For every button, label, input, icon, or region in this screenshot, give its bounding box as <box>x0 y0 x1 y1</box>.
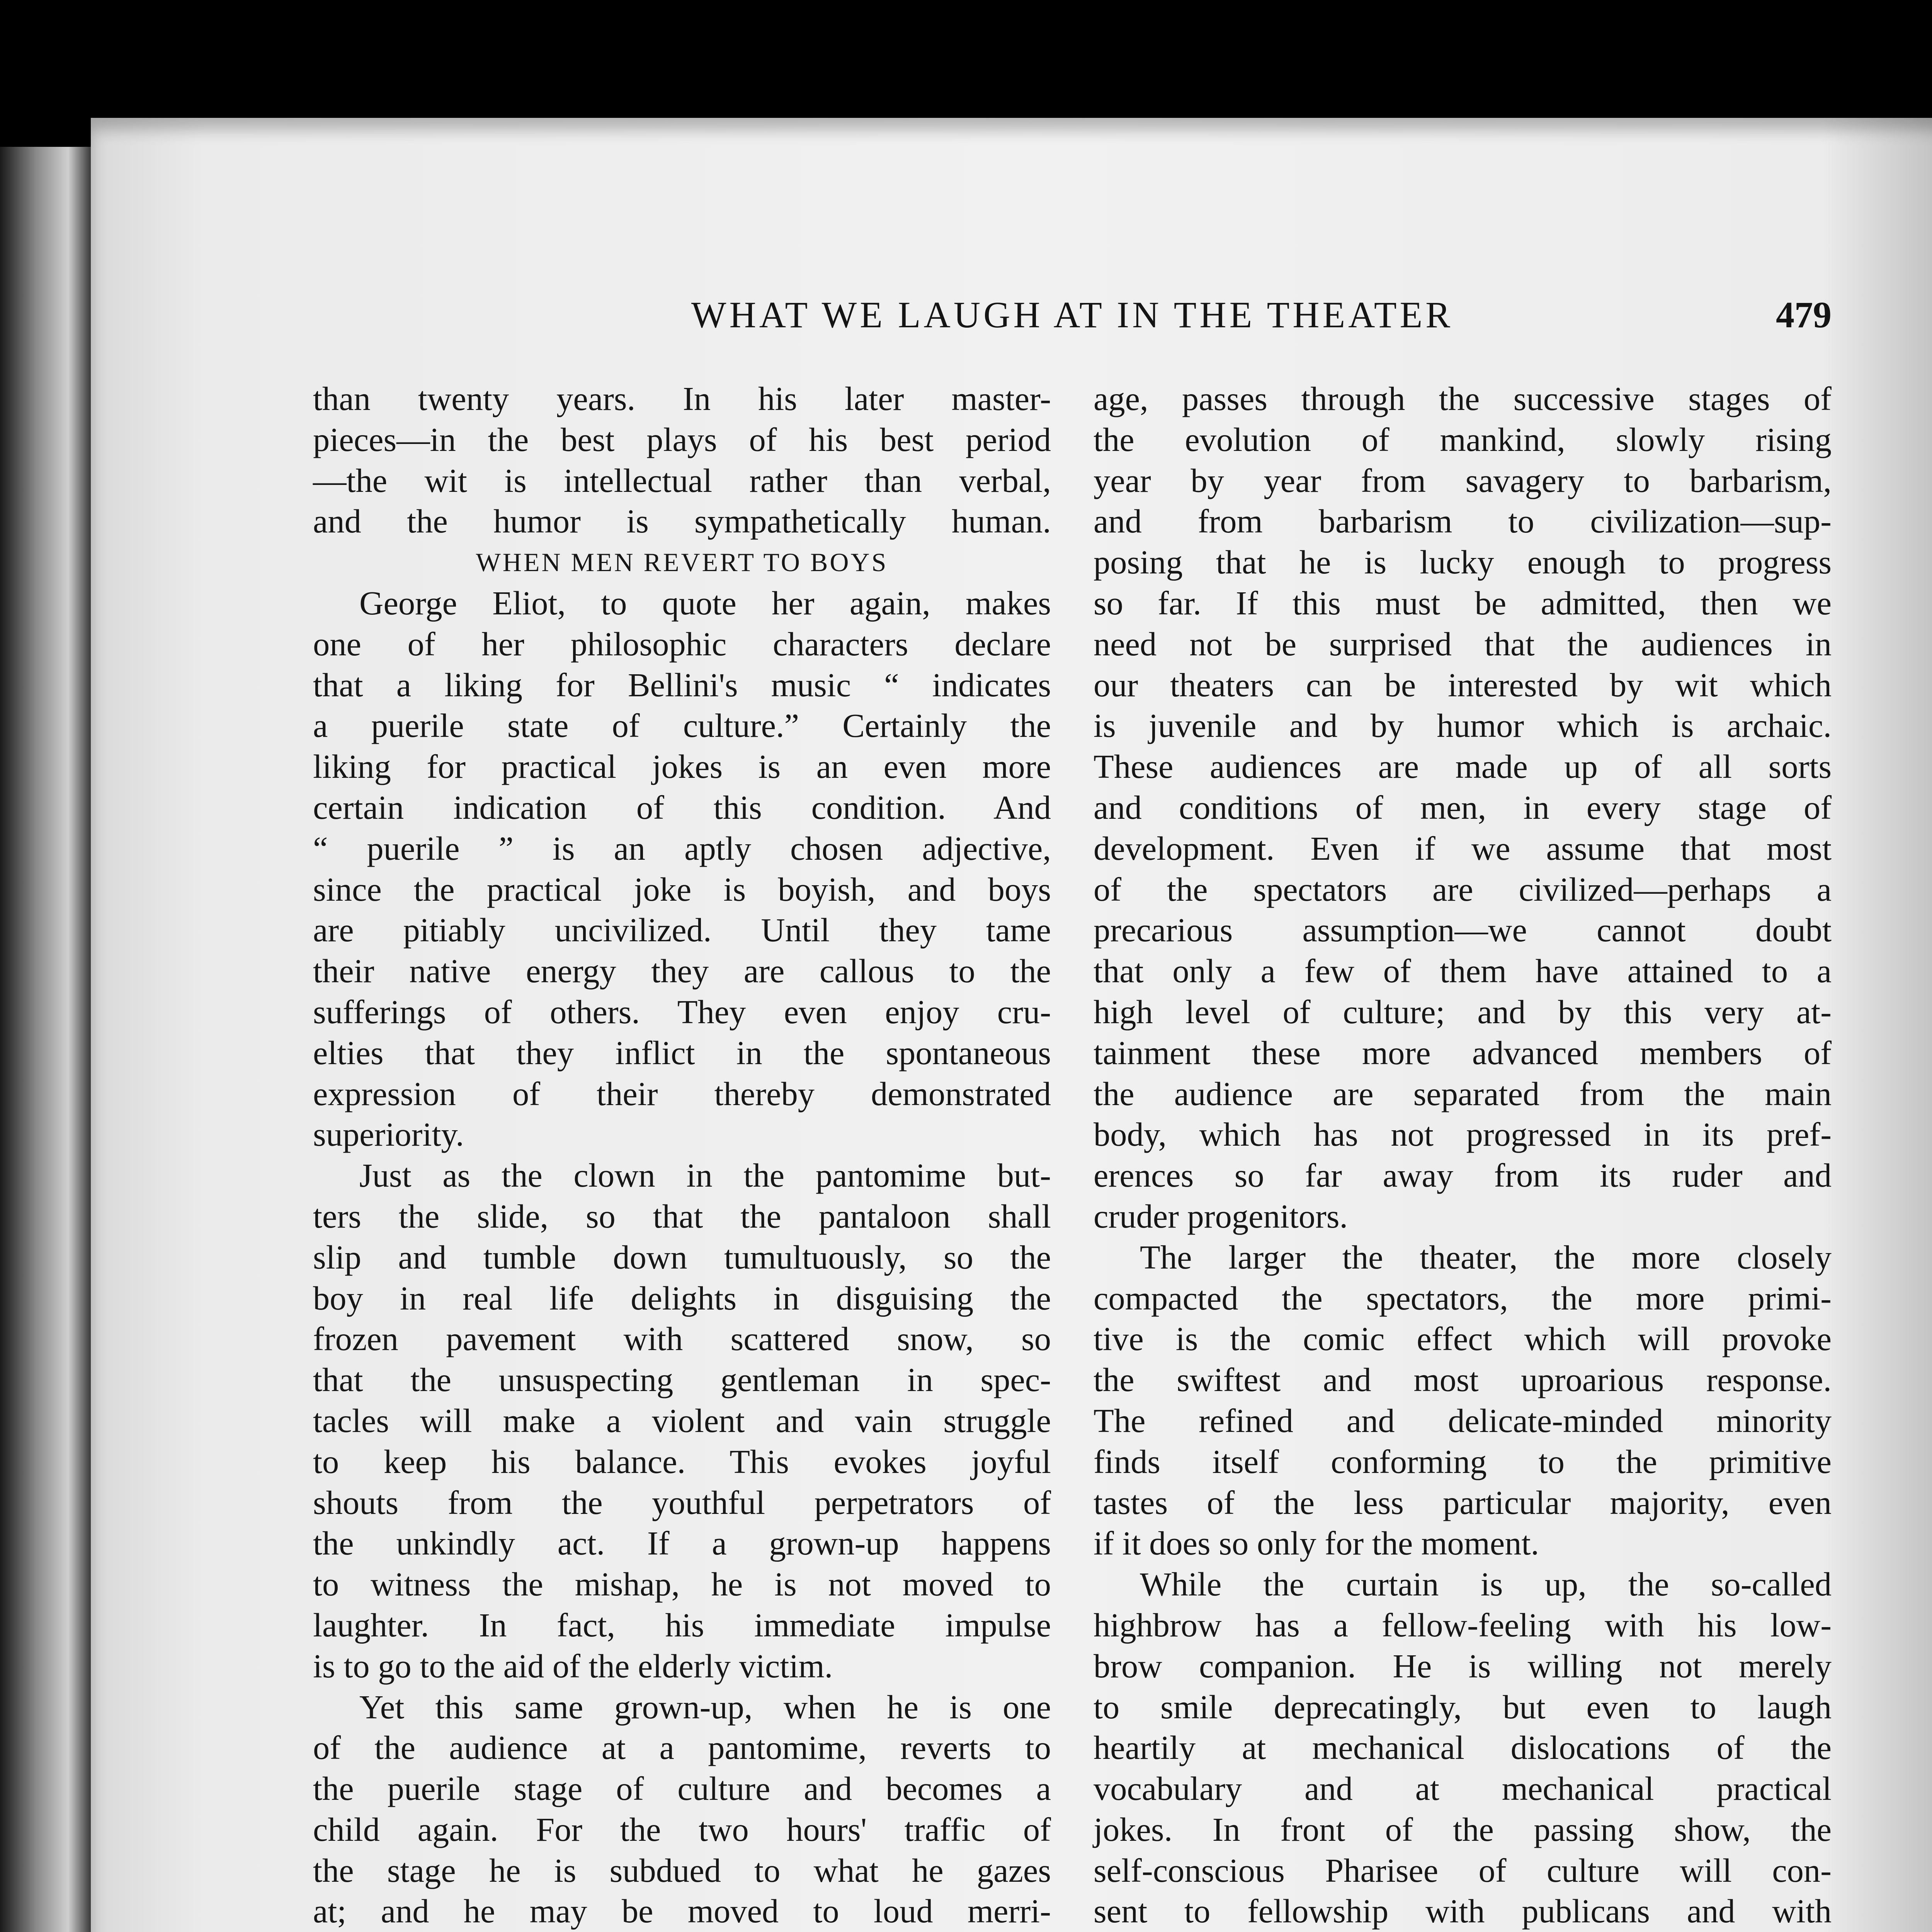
text-line: The larger the theater, the more closely <box>1140 1238 1832 1276</box>
text-line: sufferings of others. They even enjoy cru- <box>313 993 1051 1031</box>
text-line: self-conscious Pharisee of culture will con- <box>1094 1852 1832 1889</box>
text-line: and the humor is sympathetically human. <box>313 503 1051 540</box>
text-line: sent to fellowship with publicans and with <box>1094 1893 1832 1930</box>
text-line: that only a few of them have attained to a <box>1094 952 1832 990</box>
text-line: tainment these more advanced members of <box>1094 1034 1832 1071</box>
text-line: certain indication of this condition. And <box>313 789 1051 826</box>
page-number: 479 <box>1776 294 1832 335</box>
text-line: vocabulary and at mechanical practical <box>1094 1770 1832 1808</box>
text-line: brow companion. He is willing not merely <box>1094 1647 1832 1685</box>
text-line: of the audience at a pantomime, reverts to <box>313 1729 1051 1767</box>
text-line: the evolution of mankind, slowly rising <box>1094 421 1832 458</box>
text-line: to smile deprecatingly, but even to laugh <box>1094 1688 1832 1726</box>
text-line: high level of culture; and by this very at- <box>1094 993 1832 1031</box>
text-line: The refined and delicate-minded minority <box>1094 1402 1832 1439</box>
text-line: is juvenile and by humor which is archaic. <box>1094 707 1832 745</box>
text-line: —the wit is intellectual rather than verbal, <box>313 462 1051 499</box>
text-line: our theaters can be interested by wit which <box>1094 666 1832 704</box>
text-line: the unkindly act. If a grown-up happens <box>313 1525 1051 1562</box>
text-line: is to go to the aid of the elderly victim. <box>313 1647 833 1685</box>
text-line: development. Even if we assume that most <box>1094 830 1832 867</box>
text-line: precarious assumption—we cannot doubt <box>1094 912 1832 949</box>
text-line: of the spectators are civilized—perhaps a <box>1094 871 1832 908</box>
text-line: compacted the spectators, the more primi- <box>1094 1279 1832 1317</box>
section-heading: WHEN MEN REVERT TO BOYS <box>476 548 888 577</box>
left-text-column <box>313 379 1051 1932</box>
text-line: that a liking for Bellini's music “ indicates <box>313 666 1051 704</box>
text-line: erences so far away from its ruder and <box>1094 1157 1832 1194</box>
text-line: Just as the clown in the pantomime but- <box>359 1157 1051 1194</box>
text-line: and conditions of men, in every stage of <box>1094 789 1832 826</box>
text-line: cruder progenitors. <box>1094 1197 1348 1235</box>
text-line: need not be surprised that the audiences in <box>1094 625 1832 663</box>
text-line: Yet this same grown-up, when he is one <box>359 1688 1051 1726</box>
text-line: jokes. In front of the passing show, the <box>1094 1811 1832 1848</box>
text-line: child again. For the two hours' traffic of <box>313 1811 1051 1848</box>
text-line: to keep his balance. This evokes joyful <box>313 1443 1051 1480</box>
previous-page-edge <box>0 147 91 1932</box>
text-line: expression of their thereby demonstrated <box>313 1075 1051 1112</box>
text-line: than twenty years. In his later master- <box>313 380 1051 417</box>
text-line: their native energy they are callous to the <box>313 952 1051 990</box>
text-line: tacles will make a violent and vain struggle <box>313 1402 1051 1439</box>
text-line: George Eliot, to quote her again, makes <box>359 584 1051 622</box>
text-line: the audience are separated from the main <box>1094 1075 1832 1112</box>
text-line: body, which has not progressed in its pref- <box>1094 1116 1832 1153</box>
text-line: the swiftest and most uproarious response. <box>1094 1361 1832 1399</box>
text-line: if it does so only for the moment. <box>1094 1525 1539 1562</box>
text-line: tive is the comic effect which will provoke <box>1094 1320 1832 1358</box>
text-line: year by year from savagery to barbarism, <box>1094 462 1832 499</box>
text-line: a puerile state of culture.” Certainly the <box>313 707 1051 745</box>
text-line: elties that they inflict in the spontaneous <box>313 1034 1051 1071</box>
text-line: and from barbarism to civilization—sup- <box>1094 503 1832 540</box>
text-line: one of her philosophic characters declare <box>313 625 1051 663</box>
text-line: shouts from the youthful perpetrators of <box>313 1484 1051 1521</box>
text-line: laughter. In fact, his immediate impulse <box>313 1606 1051 1644</box>
text-line: “ puerile ” is an aptly chosen adjective, <box>313 830 1051 867</box>
text-line: the puerile stage of culture and becomes a <box>313 1770 1051 1808</box>
text-line: pieces—in the best plays of his best period <box>313 421 1051 458</box>
text-line: ters the slide, so that the pantaloon shall <box>313 1197 1051 1235</box>
text-line: to witness the mishap, he is not moved to <box>313 1566 1051 1603</box>
text-line: are pitiably uncivilized. Until they tame <box>313 912 1051 949</box>
text-line: heartily at mechanical dislocations of the <box>1094 1729 1832 1767</box>
text-line: highbrow has a fellow-feeling with his low- <box>1094 1606 1832 1644</box>
right-text-column <box>1094 379 1832 1932</box>
text-line: boy in real life delights in disguising the <box>313 1279 1051 1317</box>
text-line: frozen pavement with scattered snow, so <box>313 1320 1051 1358</box>
text-line: at; and he may be moved to loud merri- <box>313 1893 1051 1930</box>
text-line: posing that he is lucky enough to progress <box>1094 544 1832 581</box>
running-title: WHAT WE LAUGH AT IN THE THEATER <box>691 294 1454 335</box>
text-line: the stage he is subdued to what he gazes <box>313 1852 1051 1889</box>
text-line: finds itself conforming to the primitive <box>1094 1443 1832 1480</box>
text-line: age, passes through the successive stages of <box>1094 380 1832 417</box>
text-line: since the practical joke is boyish, and boys <box>313 871 1051 908</box>
text-line: that the unsuspecting gentleman in spec- <box>313 1361 1051 1399</box>
text-line: While the curtain is up, the so-called <box>1140 1566 1832 1603</box>
text-line: tastes of the less particular majority, even <box>1094 1484 1832 1521</box>
text-line: slip and tumble down tumultuously, so the <box>313 1238 1051 1276</box>
text-line: liking for practical jokes is an even more <box>313 748 1051 786</box>
text-line: These audiences are made up of all sorts <box>1094 748 1832 786</box>
text-line: so far. If this must be admitted, then we <box>1094 584 1832 622</box>
running-header <box>313 288 1832 342</box>
text-line: superiority. <box>313 1116 464 1153</box>
